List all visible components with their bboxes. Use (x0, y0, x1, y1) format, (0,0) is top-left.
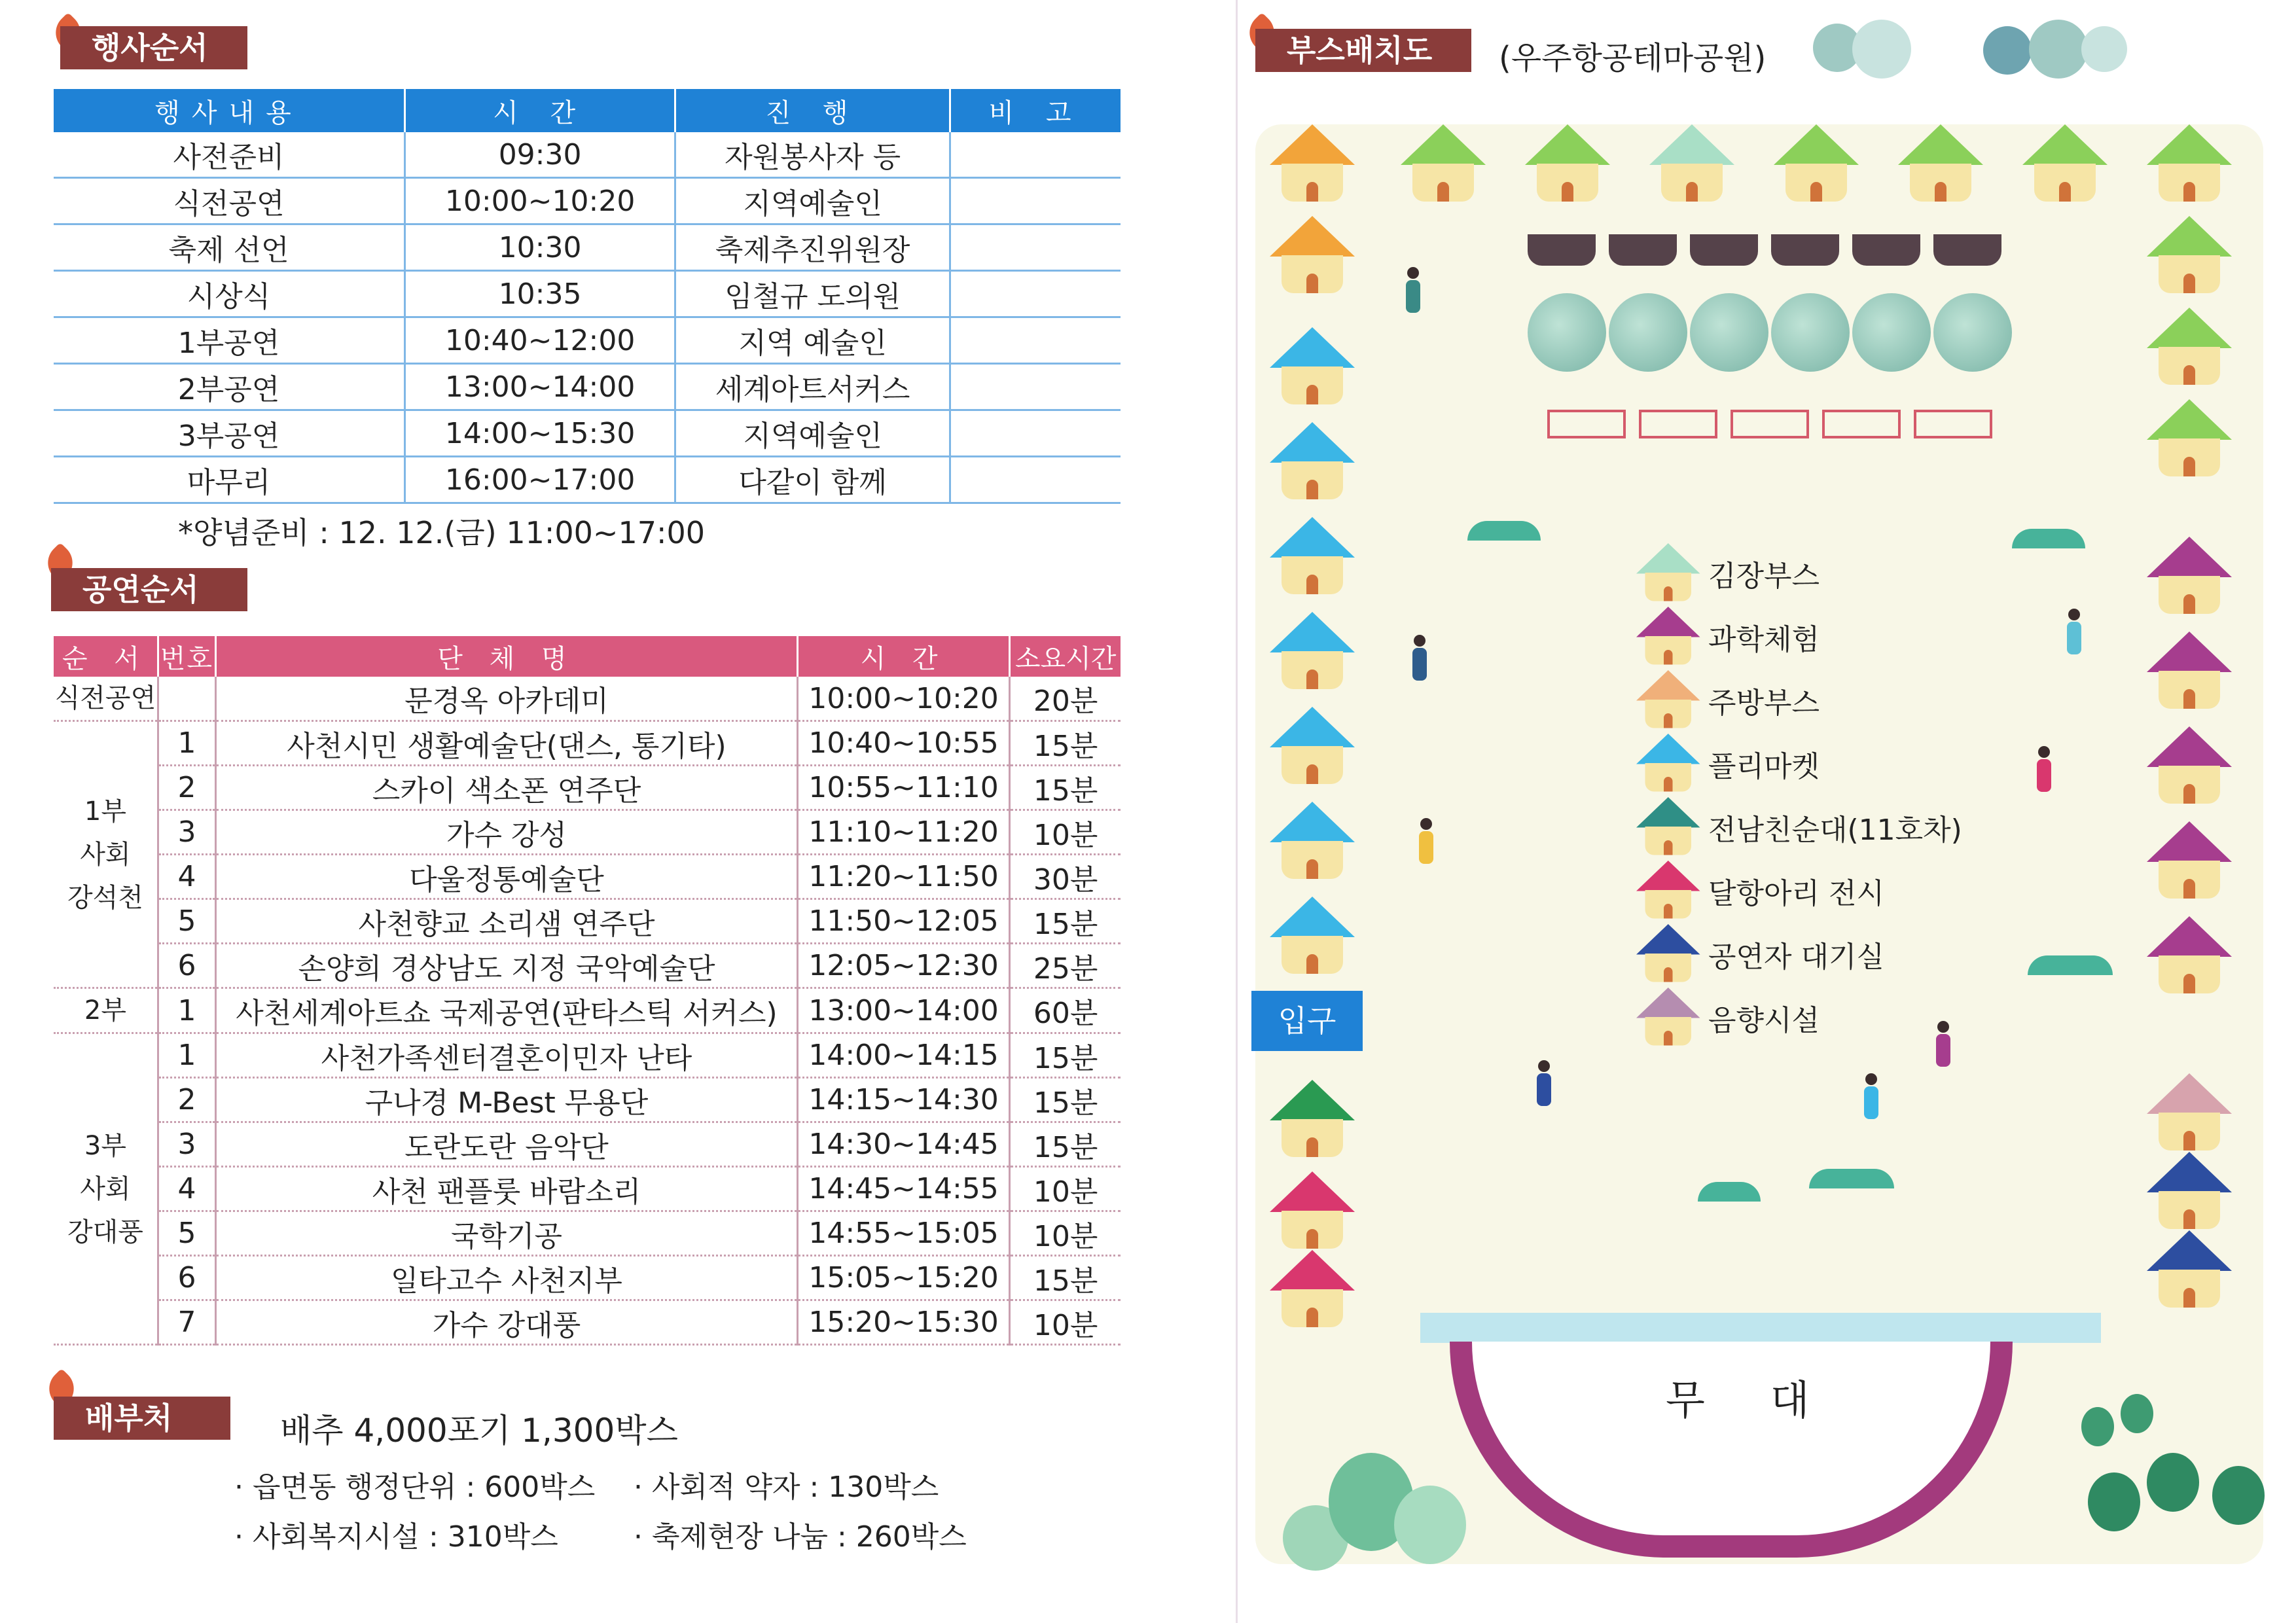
legend-label: 김장부스 (1708, 560, 1820, 593)
booth-icon (1636, 670, 1700, 729)
person-icon (2032, 746, 2058, 812)
perf-duration: 60분 (1010, 988, 1121, 1033)
cabbage-icon (1609, 293, 1687, 372)
booth-flea-market (1270, 517, 1355, 596)
person-icon (2062, 609, 2088, 674)
perf-header-group: 단 체 명 (216, 636, 798, 677)
distribution-item: · 축제현장 나눔 : 260박스 (634, 1520, 967, 1554)
perf-time: 13:00~14:00 (797, 988, 1009, 1033)
counter-icon (1690, 234, 1758, 266)
schedule-time: 10:35 (404, 271, 675, 317)
perf-number: 1 (158, 988, 215, 1033)
schedule-time: 16:00~17:00 (404, 457, 675, 503)
counter-icon (1933, 234, 2001, 266)
booth-sundae-truck (1270, 1080, 1355, 1158)
perf-header-number: 번호 (158, 636, 215, 677)
schedule-row (54, 178, 1121, 224)
stage-front-bar (1420, 1313, 2101, 1343)
booth-icon (1636, 797, 1700, 856)
perf-duration: 10분 (1010, 1211, 1121, 1256)
schedule-note (950, 271, 1121, 317)
cabbage-icon (1852, 293, 1931, 372)
booth-top (1649, 124, 1734, 203)
perf-group-name: 일타고수 사천지부 (216, 1256, 798, 1300)
booth-icon (1636, 988, 1700, 1046)
tree-icon (2121, 1394, 2153, 1433)
perf-time: 11:50~12:05 (797, 899, 1009, 944)
cabbage-icon (1690, 293, 1768, 372)
booth-layout-location: (우주항공테마공원) (1499, 40, 1767, 77)
perf-group-name: 사천 팬플룻 바람소리 (216, 1167, 798, 1211)
stage-label: 무 대 (1666, 1376, 1836, 1424)
schedule-row (54, 410, 1121, 457)
schedule-content: 마무리 (54, 457, 404, 503)
person-icon (1931, 1021, 1957, 1093)
group-part3-mc-name: 강대풍 (67, 1217, 143, 1247)
booth-icon (1636, 607, 1700, 666)
booth-sound (2147, 1073, 2232, 1152)
booth-top (2147, 124, 2232, 203)
group-part3-label: 3부 (84, 1130, 126, 1161)
schedule-content: 1부공연 (54, 317, 404, 364)
schedule-header-host: 진 행 (675, 89, 950, 132)
schedule-note (950, 364, 1121, 410)
group-part3-mc-label: 사회 (80, 1173, 131, 1204)
group-part1-mc-label: 사회 (80, 839, 131, 870)
perf-group-name: 사천가족센터결혼이민자 난타 (216, 1033, 798, 1078)
perf-duration: 15분 (1010, 1122, 1121, 1167)
perf-duration: 15분 (1010, 766, 1121, 810)
booth-flea-market (1270, 422, 1355, 501)
schedule-host: 자원봉사자 등 (675, 132, 950, 178)
booth-top (1898, 124, 1983, 203)
perf-group-name: 도란도란 음악단 (216, 1122, 798, 1167)
booth-kitchen (1270, 216, 1355, 294)
schedule-row (54, 224, 1121, 271)
booth-flea-market (1270, 897, 1355, 975)
program-order-title: 행사순서 (60, 26, 247, 69)
perf-group-name: 문경옥 아카데미 (216, 677, 798, 721)
booth-icon (1636, 543, 1700, 602)
performance-table (54, 636, 1121, 1346)
tree-icon (2088, 1472, 2140, 1531)
legend-label: 전남친순대(11호차) (1708, 813, 1962, 847)
perf-duration: 10분 (1010, 1300, 1121, 1345)
booth-icon (1636, 734, 1700, 793)
cabbage-icon (1528, 293, 1606, 372)
perf-duration: 15분 (1010, 1256, 1121, 1300)
perf-group-name: 가수 강대풍 (216, 1300, 798, 1345)
tree-icon (2029, 20, 2088, 79)
perf-duration: 15분 (1010, 1078, 1121, 1122)
booth-science (2147, 916, 2232, 995)
perf-number: 2 (158, 1078, 215, 1122)
booth-waiting-room (2147, 1230, 2232, 1309)
schedule-content: 축제 선언 (54, 224, 404, 271)
schedule-host: 다같이 함께 (675, 457, 950, 503)
perf-number: 3 (158, 1122, 215, 1167)
program-schedule-table (54, 89, 1121, 504)
tree-icon (2147, 1453, 2199, 1512)
perf-number: 4 (158, 1167, 215, 1211)
perf-number: 3 (158, 810, 215, 855)
booth-top (2022, 124, 2108, 203)
page-divider (1236, 0, 1238, 1623)
counter-icon (1528, 234, 1596, 266)
perf-number: 4 (158, 855, 215, 899)
perf-duration: 25분 (1010, 944, 1121, 988)
tree-icon (1394, 1486, 1466, 1564)
perf-number: 7 (158, 1300, 215, 1345)
schedule-time: 14:00~15:30 (404, 410, 675, 457)
perf-number: 2 (158, 766, 215, 810)
person-icon (1859, 1073, 1885, 1132)
perf-group-name: 가수 강성 (216, 810, 798, 855)
schedule-host: 지역 예술인 (675, 317, 950, 364)
group-part2: 2부 (54, 988, 158, 1033)
schedule-time: 10:00~10:20 (404, 178, 675, 224)
perf-duration: 15분 (1010, 721, 1121, 766)
perf-duration: 15분 (1010, 899, 1121, 944)
booth-science (2147, 632, 2232, 710)
schedule-host: 지역예술인 (675, 178, 950, 224)
perf-group-name: 손양희 경상남도 지정 국악예술단 (216, 944, 798, 988)
group-part1 (54, 721, 158, 988)
perf-group-name: 다울정통예술단 (216, 855, 798, 899)
booth-right-green (2147, 216, 2232, 294)
perf-number: 5 (158, 1211, 215, 1256)
perf-duration: 10분 (1010, 810, 1121, 855)
legend-label: 과학체험 (1708, 623, 1820, 656)
perf-time: 10:40~10:55 (797, 721, 1009, 766)
person-icon (1414, 818, 1440, 883)
schedule-header-time: 시 간 (404, 89, 675, 132)
distribution-item: · 사회적 약자 : 130박스 (634, 1471, 939, 1504)
booth-science (2147, 726, 2232, 805)
cabbage-icon (1933, 293, 2012, 372)
schedule-time: 09:30 (404, 132, 675, 178)
distribution-item: · 사회복지시설 : 310박스 (234, 1520, 558, 1554)
perf-time: 12:05~12:30 (797, 944, 1009, 988)
schedule-content: 식전공연 (54, 178, 404, 224)
bush-icon (2012, 529, 2085, 548)
perf-time: 14:45~14:55 (797, 1167, 1009, 1211)
bush-icon (1809, 1169, 1894, 1188)
perf-time: 14:00~14:15 (797, 1033, 1009, 1078)
table-icon (1731, 410, 1809, 438)
schedule-body (54, 132, 1121, 503)
counter-icon (1771, 234, 1839, 266)
booth-flea-market (1270, 327, 1355, 406)
legend-label: 주방부스 (1708, 687, 1820, 720)
perf-time: 10:55~11:10 (797, 766, 1009, 810)
schedule-note (950, 457, 1121, 503)
booth-flea-market (1270, 802, 1355, 880)
schedule-host: 축제추진위원장 (675, 224, 950, 271)
perf-time: 10:00~10:20 (797, 677, 1009, 721)
booth-moon-jar (1270, 1250, 1355, 1329)
schedule-header-content: 행사내용 (54, 89, 404, 132)
schedule-time: 10:30 (404, 224, 675, 271)
bush-icon (2028, 955, 2113, 975)
perf-duration: 10분 (1010, 1167, 1121, 1211)
entrance-label: 입구 (1251, 991, 1363, 1051)
booth-icon (1636, 861, 1700, 919)
perf-time: 14:30~14:45 (797, 1122, 1009, 1167)
booth-science (2147, 537, 2232, 615)
perf-group-name: 사천세계아트쇼 국제공연(판타스틱 서커스) (216, 988, 798, 1033)
group-part1-label: 1부 (84, 796, 126, 827)
perf-group-name: 사천시민 생활예술단(댄스, 통기타) (216, 721, 798, 766)
performance-order-title: 공연순서 (51, 568, 247, 611)
schedule-note (950, 178, 1121, 224)
schedule-note (950, 132, 1121, 178)
perf-number: 5 (158, 899, 215, 944)
booth-science (2147, 821, 2232, 900)
legend-label: 플리마켓 (1708, 750, 1820, 783)
booth-icon (1636, 924, 1700, 983)
schedule-host: 세계아트서커스 (675, 364, 950, 410)
booth-right-green (2147, 308, 2232, 386)
schedule-row (54, 132, 1121, 178)
perf-header-order: 순 서 (54, 636, 158, 677)
schedule-content: 시상식 (54, 271, 404, 317)
perf-time: 15:20~15:30 (797, 1300, 1009, 1345)
booth-top (1401, 124, 1486, 203)
counter-icon (1609, 234, 1677, 266)
table-icon (1914, 410, 1992, 438)
booth-flea-market (1270, 707, 1355, 785)
schedule-content: 2부공연 (54, 364, 404, 410)
perf-duration: 15분 (1010, 1033, 1121, 1078)
table-icon (1547, 410, 1626, 438)
counter-icon (1852, 234, 1920, 266)
booth-top (1525, 124, 1610, 203)
person-icon (1407, 635, 1433, 700)
perf-time: 11:20~11:50 (797, 855, 1009, 899)
perf-number: 1 (158, 721, 215, 766)
booth-layout-title: 부스배치도 (1255, 29, 1471, 72)
perf-header-time: 시 간 (797, 636, 1009, 677)
table-icon (1639, 410, 1717, 438)
perf-time: 14:55~15:05 (797, 1211, 1009, 1256)
perf-time: 15:05~15:20 (797, 1256, 1009, 1300)
group-part1-mc-name: 강석천 (67, 882, 143, 913)
legend-label: 음향시설 (1708, 1004, 1820, 1037)
bush-icon (1698, 1182, 1761, 1202)
schedule-content: 사전준비 (54, 132, 404, 178)
booth-flea-market (1270, 612, 1355, 690)
schedule-note (950, 224, 1121, 271)
booth-right-green (2147, 399, 2232, 478)
booth-waiting-room (2147, 1152, 2232, 1230)
group-part3 (54, 1033, 158, 1345)
legend-label: 공연자 대기실 (1708, 940, 1885, 974)
schedule-host: 지역예술인 (675, 410, 950, 457)
legend-label: 달항아리 전시 (1708, 877, 1885, 910)
schedule-row (54, 317, 1121, 364)
schedule-header-note: 비 고 (950, 89, 1121, 132)
schedule-note (950, 317, 1121, 364)
schedule-time: 10:40~12:00 (404, 317, 675, 364)
booth-top (1270, 124, 1355, 203)
person-icon (1401, 267, 1427, 332)
perf-time: 14:15~14:30 (797, 1078, 1009, 1122)
perf-group-name: 구나경 M-Best 무용단 (216, 1078, 798, 1122)
perf-time: 11:10~11:20 (797, 810, 1009, 855)
group-pre: 식전공연 (54, 677, 158, 721)
seasoning-note: *양념준비 : 12. 12.(금) 11:00~17:00 (178, 515, 706, 550)
schedule-time: 13:00~14:00 (404, 364, 675, 410)
perf-number: 1 (158, 1033, 215, 1078)
distribution-headline: 배추 4,000포기 1,300박스 (280, 1412, 678, 1450)
schedule-note (950, 410, 1121, 457)
perf-header-duration: 소요시간 (1010, 636, 1121, 677)
schedule-host: 임철규 도의원 (675, 271, 950, 317)
schedule-row (54, 457, 1121, 503)
booth-top (1774, 124, 1859, 203)
perf-group-name: 국학기공 (216, 1211, 798, 1256)
tree-icon (2212, 1466, 2265, 1525)
booth-moon-jar (1270, 1171, 1355, 1250)
tree-icon (1852, 20, 1911, 79)
perf-group-name: 사천향교 소리샘 연주단 (216, 899, 798, 944)
perf-number: 6 (158, 1256, 215, 1300)
tree-icon (2081, 1407, 2114, 1446)
perf-number: 6 (158, 944, 215, 988)
table-icon (1822, 410, 1901, 438)
distribution-item: · 읍면동 행정단위 : 600박스 (234, 1471, 596, 1504)
tree-icon (1983, 26, 2032, 75)
perf-duration: 20분 (1010, 677, 1121, 721)
perf-number (158, 677, 215, 721)
perf-duration: 30분 (1010, 855, 1121, 899)
distribution-title: 배부처 (54, 1397, 230, 1440)
schedule-row (54, 364, 1121, 410)
bush-icon (1467, 521, 1541, 541)
schedule-row (54, 271, 1121, 317)
tree-icon (2081, 26, 2127, 72)
schedule-content: 3부공연 (54, 410, 404, 457)
person-icon (1532, 1060, 1558, 1126)
perf-group-name: 스카이 색소폰 연주단 (216, 766, 798, 810)
cabbage-icon (1771, 293, 1850, 372)
